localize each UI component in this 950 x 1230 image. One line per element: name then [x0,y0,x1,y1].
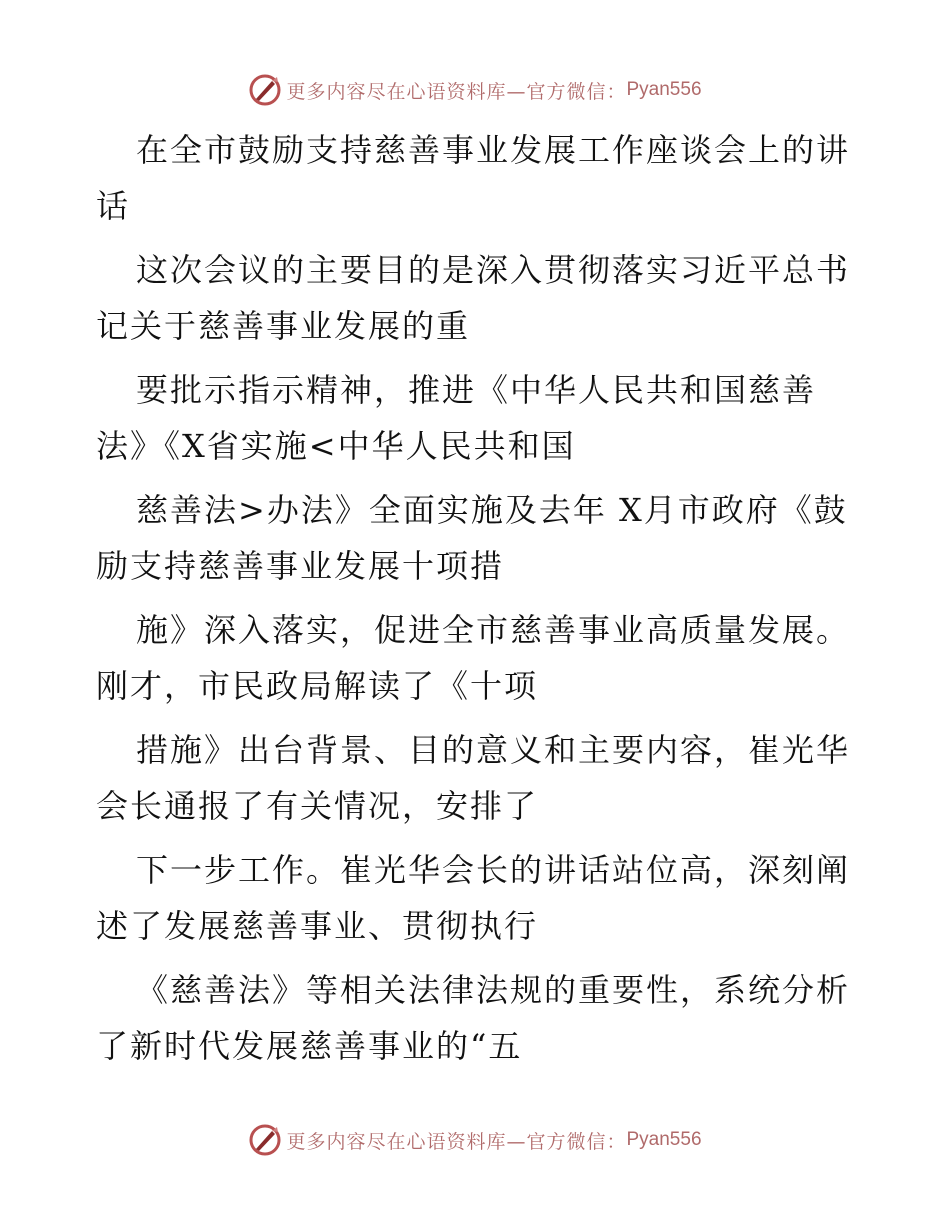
watermark-text: 更多内容尽在心语资料库—官方微信： [286,80,627,103]
paragraph: 在全市鼓励支持慈善事业发展工作座谈会上的讲话 [96,131,851,225]
quill-logo-icon [248,1123,282,1157]
paragraph: 这次会议的主要目的是深入贯彻落实习近平总书记关于慈善事业发展的重 [96,251,851,345]
paragraph: 慈善法>办法》全面实施及去年 X月市政府《鼓励支持慈善事业发展十项措 [96,491,848,585]
paragraph: 要批示指示精神，推进《中华人民共和国慈善法》《X省实施<中华人民共和国 [96,371,817,465]
paragraph: 措施》出台背景、目的意义和主要内容，崔光华会长通报了有关情况，安排了 [96,731,851,825]
watermark-wechat-id: Pyan556 [626,1129,702,1150]
document-body [96,122,866,1082]
footer-watermark [0,1120,950,1160]
header-watermark [0,70,950,110]
watermark-text: 更多内容尽在心语资料库—官方微信： [286,1130,627,1153]
paragraph: 下一步工作。崔光华会长的讲话站位高，深刻阐述了发展慈善事业、贯彻执行 [96,851,851,945]
paragraph: 施》深入落实，促进全市慈善事业高质量发展。刚才，市民政局解读了《十项 [96,611,851,705]
paragraph: 《慈善法》等相关法律法规的重要性，系统分析了新时代发展慈善事业的“五 [96,971,851,1065]
watermark-wechat-id: Pyan556 [626,79,702,100]
quill-logo-icon [248,73,282,107]
